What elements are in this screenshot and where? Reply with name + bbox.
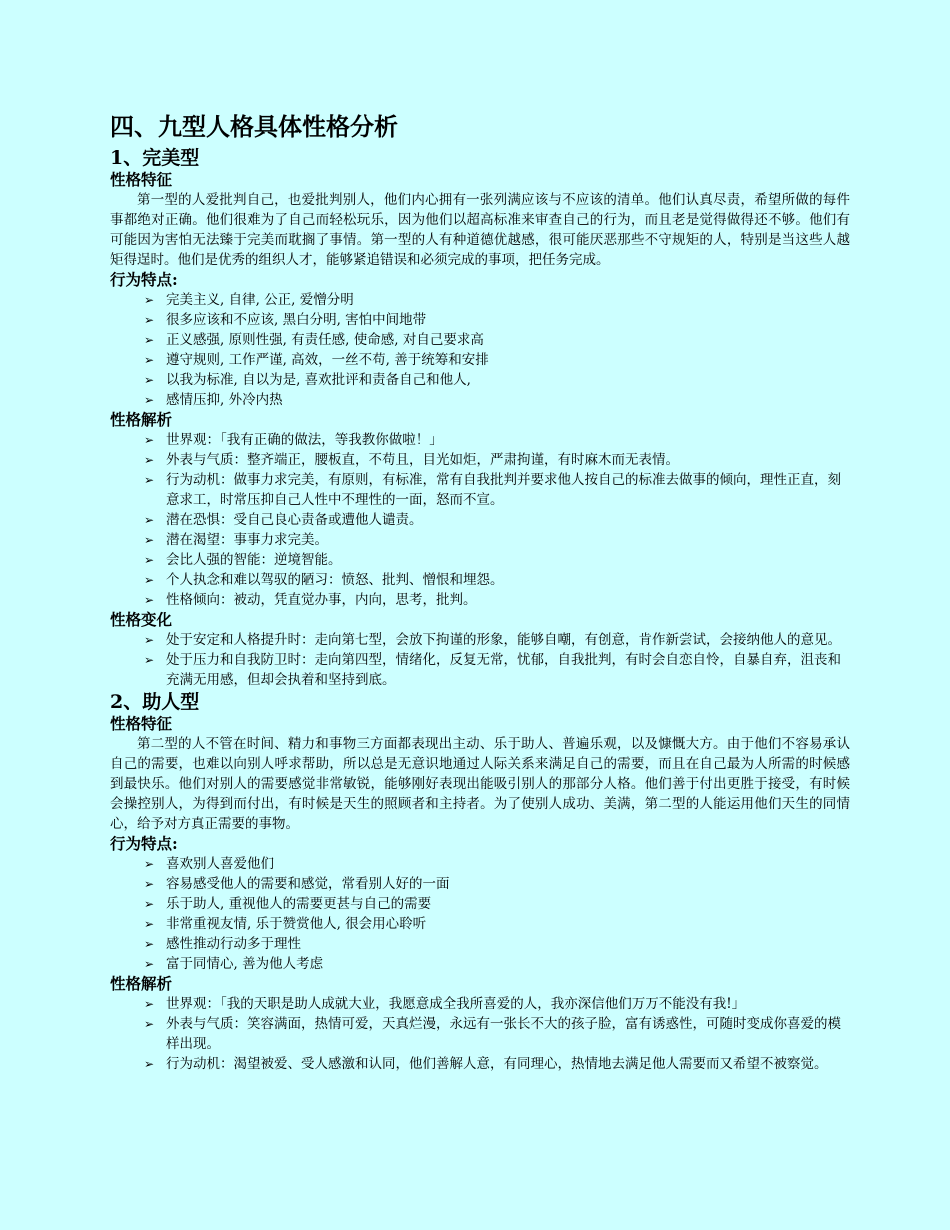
arrow-bullet-icon: ➢ xyxy=(144,533,155,547)
arrow-bullet-icon: ➢ xyxy=(144,313,155,327)
arrow-bullet-icon: ➢ xyxy=(144,1057,155,1071)
analysis-list xyxy=(110,994,850,1074)
list-item: ➢ 完美主义, 自律, 公正, 爱憎分明 xyxy=(144,292,354,308)
trait-heading: 性格特征 xyxy=(110,170,173,189)
list-item: ➢ 乐于助人, 重视他人的需要更甚与自己的需要 xyxy=(144,896,432,912)
behavior-list xyxy=(110,290,850,410)
arrow-bullet-icon: ➢ xyxy=(144,353,155,367)
section-perfectionist xyxy=(110,146,850,690)
list-item: ➢ 感情压抑, 外冷内热 xyxy=(144,392,283,408)
arrow-bullet-icon: ➢ xyxy=(144,473,155,487)
list-item: ➢ 行为动机：渴望被爱、受人感激和认同，他们善解人意，有同理心，热情地去满足他人需要而又希望不被察觉。 xyxy=(144,1056,828,1072)
list-item: ➢ 正义感强, 原则性强, 有责任感, 使命感, 对自己要求高 xyxy=(144,332,484,348)
arrow-bullet-icon: ➢ xyxy=(144,593,155,607)
list-item: ➢ 容易感受他人的需要和感觉，常看别人好的一面 xyxy=(144,876,450,892)
behavior-heading: 行为特点: xyxy=(110,834,178,853)
section-heading: 2、助人型 xyxy=(110,691,200,713)
change-list xyxy=(110,630,850,690)
list-item: ➢ 潜在恐惧：受自己良心责备或遭他人谴责。 xyxy=(144,512,423,528)
list-item: ➢ 潜在渴望：事事力求完美。 xyxy=(144,532,328,548)
trait-paragraph: 第一型的人爱批判自己，也爱批判别人，他们内心拥有一张列满应该与不应该的清单。他们认真尽责，希望所做的每件事都绝对正确。他们很难为了自己而轻松玩乐，因为他们以超高标准来审查自己的行为，而且老是觉得做得还不够。他们有可能因为害怕无法臻于完美而耽搁了事情。第一型的人有种道德优越感，很可能厌恶那些不守规矩的人，特别是当这些人越矩得逞时。他们是优秀的组织人才，能够紧追错误和必须完成的事项，把任务完成。 xyxy=(110,192,850,268)
list-item: ➢ 外表与气质：整齐端正，腰板直，不苟且，目光如炬，严肃拘谨，有时麻木而无表情。 xyxy=(144,452,679,468)
arrow-bullet-icon: ➢ xyxy=(144,897,155,911)
list-item: ➢ 喜欢别人喜爱他们 xyxy=(144,856,274,872)
trait-paragraph: 第二型的人不管在时间、精力和事物三方面都表现出主动、乐于助人、普遍乐观，以及慷慨大方。由于他们不容易承认自己的需要，也难以向别人呼求帮助，所以总是无意识地通过人际关系来满足自己的需要，而且在自己最为人所需的时候感到最快乐。他们对别人的需要感觉非常敏锐，能够刚好表现出能吸引别人的那部分人格。他们善于付出更胜于接受，有时候会操控别人，为得到而付出，有时候是天生的照顾者和主持者。为了使别人成功、美满，第二型的人能运用他们天生的同情心，给予对方真正需要的事物。 xyxy=(110,736,850,832)
behavior-list xyxy=(110,854,850,974)
arrow-bullet-icon: ➢ xyxy=(144,293,155,307)
arrow-bullet-icon: ➢ xyxy=(144,553,155,567)
list-item: ➢ 会比人强的智能：逆境智能。 xyxy=(144,552,342,568)
list-item: ➢ 处于安定和人格提升时：走向第七型，会放下拘谨的形象，能够自嘲，有创意，肯作新尝试，会接纳他人的意见。 xyxy=(144,632,841,648)
section-helper xyxy=(110,690,850,1074)
arrow-bullet-icon: ➢ xyxy=(144,1017,155,1031)
list-item: ➢ 非常重视友情, 乐于赞赏他人, 很会用心聆听 xyxy=(144,916,427,932)
arrow-bullet-icon: ➢ xyxy=(144,573,155,587)
list-item: ➢ 性格倾向：被动，凭直觉办事，内向，思考，批判。 xyxy=(144,592,477,608)
change-heading: 性格变化 xyxy=(110,610,173,629)
arrow-bullet-icon: ➢ xyxy=(144,513,155,527)
arrow-bullet-icon: ➢ xyxy=(144,917,155,931)
list-item: ➢ 很多应该和不应该, 黑白分明, 害怕中间地带 xyxy=(144,312,427,328)
arrow-bullet-icon: ➢ xyxy=(144,937,155,951)
arrow-bullet-icon: ➢ xyxy=(144,433,155,447)
behavior-heading: 行为特点: xyxy=(110,270,178,289)
list-item: ➢ 世界观：「我的天职是助人成就大业，我愿意成全我所喜爱的人，我亦深信他们万万不能没有我!」 xyxy=(144,996,746,1012)
section-heading: 1、完美型 xyxy=(110,147,200,169)
list-item: ➢ 个人执念和难以驾驭的陋习：愤怒、批判、憎恨和埋怨。 xyxy=(144,572,504,588)
list-item: ➢ 处于压力和自我防卫时：走向第四型，情绪化，反复无常，忧郁，自我批判，有时会自恋自怜，自暴自弃，沮丧和充满无用感，但却会执着和坚持到底。 xyxy=(144,652,841,688)
list-item: ➢ 感性推动行动多于理性 xyxy=(144,936,301,952)
list-item: ➢ 世界观：「我有正确的做法，等我教你做啦！」 xyxy=(144,432,443,448)
arrow-bullet-icon: ➢ xyxy=(144,997,155,1011)
list-item: ➢ 以我为标准, 自以为是, 喜欢批评和责备自己和他人, xyxy=(144,372,471,388)
arrow-bullet-icon: ➢ xyxy=(144,653,155,667)
analysis-heading: 性格解析 xyxy=(110,974,173,993)
list-item: ➢ 外表与气质：笑容满面，热情可爱，天真烂漫，永远有一张长不大的孩子脸，富有诱惑性，可随时变成你喜爱的模样出现。 xyxy=(144,1016,841,1052)
list-item: ➢ 遵守规则, 工作严谨, 高效，一丝不苟, 善于统筹和安排 xyxy=(144,352,489,368)
list-item: ➢ 行为动机：做事力求完美，有原则，有标准，常有自我批判并要求他人按自己的标准去做事的倾向，理性正直，刻意求工，时常压抑自己人性中不理性的一面，怒而不宣。 xyxy=(144,472,841,508)
arrow-bullet-icon: ➢ xyxy=(144,957,155,971)
analysis-list xyxy=(110,430,850,610)
arrow-bullet-icon: ➢ xyxy=(144,877,155,891)
arrow-bullet-icon: ➢ xyxy=(144,373,155,387)
analysis-heading: 性格解析 xyxy=(110,410,173,429)
arrow-bullet-icon: ➢ xyxy=(144,393,155,407)
document-title: 四、九型人格具体性格分析 xyxy=(110,112,398,141)
arrow-bullet-icon: ➢ xyxy=(144,857,155,871)
arrow-bullet-icon: ➢ xyxy=(144,633,155,647)
list-item: ➢ 富于同情心, 善为他人考虑 xyxy=(144,956,324,972)
trait-heading: 性格特征 xyxy=(110,714,173,733)
arrow-bullet-icon: ➢ xyxy=(144,453,155,467)
arrow-bullet-icon: ➢ xyxy=(144,333,155,347)
